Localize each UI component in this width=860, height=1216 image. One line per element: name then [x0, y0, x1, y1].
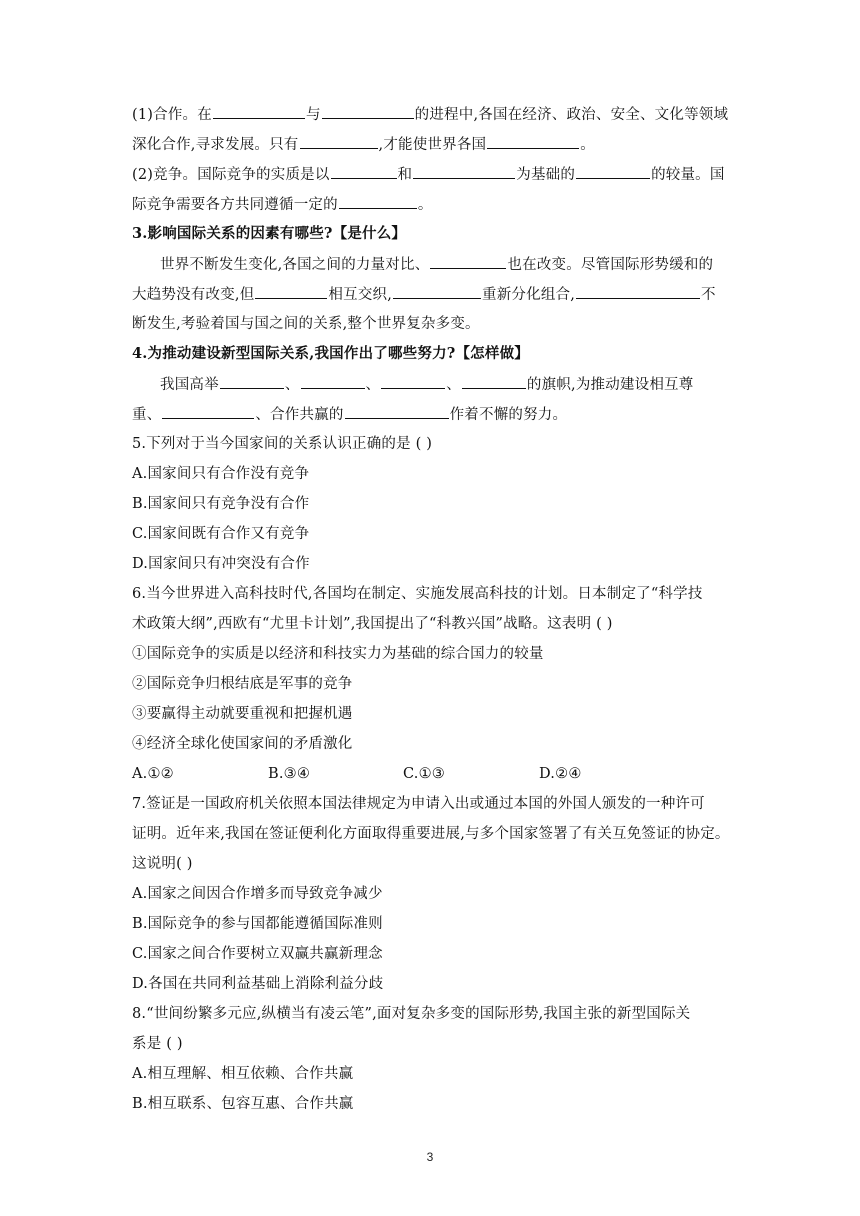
- q8-stem-line-2: 系是 ( ): [132, 1036, 183, 1052]
- q6-item-2: ②国际竞争归根结底是军事的竞争: [132, 676, 353, 692]
- fill-blank: [345, 404, 449, 419]
- fill-blank: [322, 104, 414, 119]
- q7-option-c: C.国家之间合作要树立双赢共赢新理念: [132, 946, 383, 962]
- fill-blank: [331, 164, 397, 179]
- q5-option-b: B.国家间只有竞争没有合作: [132, 496, 310, 512]
- competition-line-1: (2)竞争。国际竞争的实质是以 和 为基础的 的较量。国: [132, 164, 725, 185]
- q3-line-2: 大趋势没有改变,但 相互交织, 重新分化组合, 不: [132, 284, 716, 305]
- q6-option-c: C.①③: [403, 766, 445, 782]
- fill-blank: [339, 194, 417, 209]
- q6-item-3: ③要赢得主动就要重视和把握机遇: [132, 706, 353, 722]
- q6-stem-line-2: 术政策大纲”,西欧有“尤里卡计划”,我国提出了“科教兴国”战略。这表明 ( ): [132, 616, 613, 632]
- q5-option-a: A.国家间只有合作没有竞争: [132, 466, 310, 482]
- q5-option-d: D.国家间只有冲突没有合作: [132, 556, 310, 572]
- fill-blank: [162, 404, 254, 419]
- fill-blank: [413, 164, 515, 179]
- q7-option-d: D.各国在共同利益基础上消除利益分歧: [132, 976, 384, 992]
- q6-item-1: ①国际竞争的实质是以经济和科技实力为基础的综合国力的较量: [132, 646, 544, 662]
- fill-blank: [576, 284, 700, 299]
- fill-blank: [255, 284, 327, 299]
- q4-line-1: 我国高举 、 、 、 的旗帜,为推动建设相互尊: [160, 374, 693, 395]
- q6-stem-line-1: 6.当今世界进入高科技时代,各国均在制定、实施发展高科技的计划。日本制定了“科学技: [132, 586, 703, 602]
- fill-blank: [381, 374, 445, 389]
- q6-item-4: ④经济全球化使国家间的矛盾激化: [132, 736, 353, 752]
- fill-blank: [462, 374, 526, 389]
- q7-stem-line-1: 7.签证是一国政府机关依照本国法律规定为申请入出或通过本国的外国人颁发的一种许可: [132, 796, 705, 812]
- fill-blank: [300, 134, 378, 149]
- q5-stem: 5.下列对于当今国家间的关系认识正确的是 ( ): [132, 436, 433, 452]
- fill-blank: [213, 104, 305, 119]
- q4-line-2: 重、 、合作共赢的 作着不懈的努力。: [132, 404, 567, 425]
- q8-stem-line-1: 8.“世间纷繁多元应,纵横当有凌云笔”,面对复杂多变的国际形势,我国主张的新型国际关: [132, 1006, 691, 1022]
- q3-line-1: 世界不断发生变化,各国之间的力量对比、 也在改变。尽管国际形势缓和的: [160, 254, 713, 275]
- q7-option-b: B.国际竞争的参与国都能遵循国际准则: [132, 916, 383, 932]
- cooperation-line-1: (1)合作。在 与 的进程中,各国在经济、政治、安全、文化等领域: [132, 104, 728, 125]
- q8-option-b: B.相互联系、包容互惠、合作共赢: [132, 1096, 354, 1112]
- q6-option-b: B.③④: [268, 766, 311, 782]
- competition-line-2: 际竞争需要各方共同遵循一定的 。: [132, 194, 433, 215]
- fill-blank: [487, 134, 579, 149]
- page-number: 3: [426, 1150, 434, 1164]
- fill-blank: [393, 284, 481, 299]
- q7-stem-line-2: 证明。近年来,我国在签证便利化方面取得重要进展,与多个国家签署了有关互免签证的协定。: [132, 826, 730, 842]
- fill-blank: [430, 254, 506, 269]
- fill-blank: [576, 164, 650, 179]
- q6-option-d: D.②④: [539, 766, 582, 782]
- cooperation-line-2: 深化合作,寻求发展。只有 ,才能使世界各国 。: [132, 134, 595, 155]
- q7-option-a: A.国家之间因合作增多而导致竞争减少: [132, 886, 383, 902]
- q7-stem-line-3: 这说明( ): [132, 856, 193, 872]
- q3-heading: 3.影响国际关系的因素有哪些?【是什么】: [132, 225, 407, 242]
- q3-line-3: 断发生,考验着国与国之间的关系,整个世界复杂多变。: [132, 316, 480, 332]
- q5-option-c: C.国家间既有合作又有竞争: [132, 526, 310, 542]
- fill-blank: [220, 374, 284, 389]
- q8-option-a: A.相互理解、相互依赖、合作共赢: [132, 1066, 354, 1082]
- q4-heading: 4.为推动建设新型国际关系,我国作出了哪些努力?【怎样做】: [132, 345, 529, 362]
- fill-blank: [301, 374, 365, 389]
- q6-option-a: A.①②: [132, 766, 174, 782]
